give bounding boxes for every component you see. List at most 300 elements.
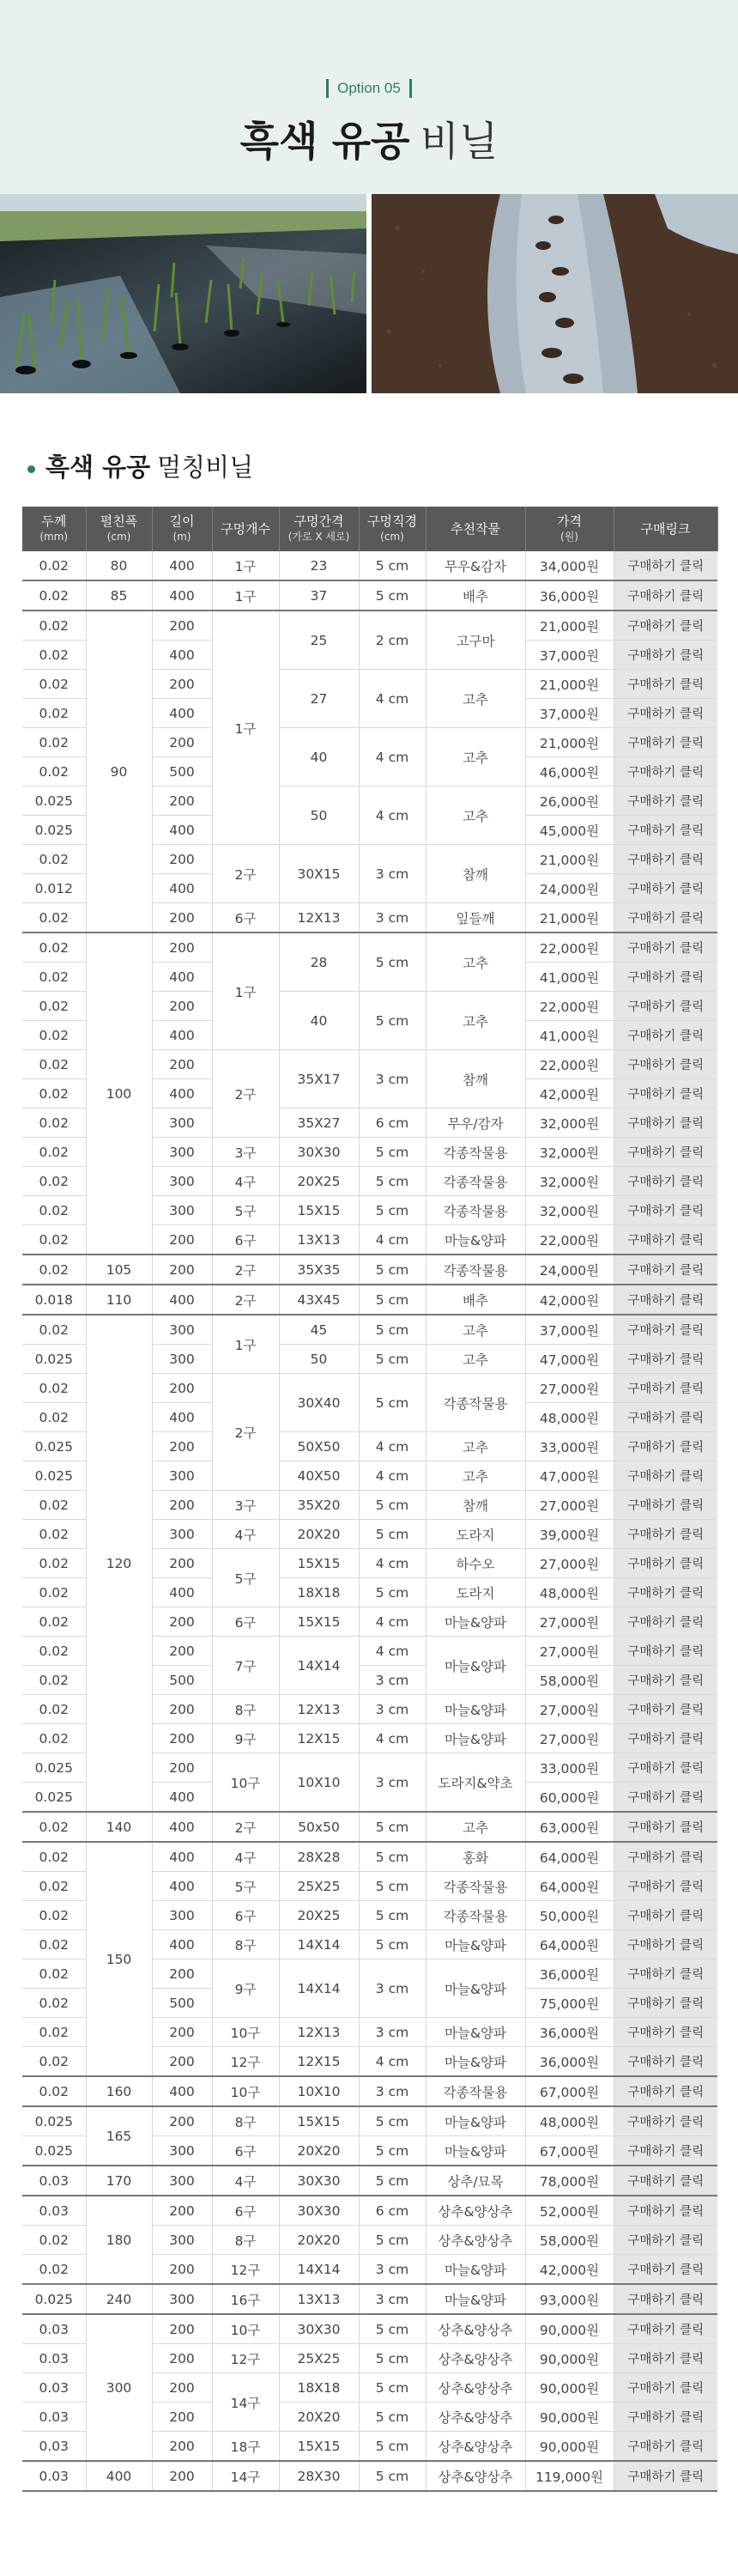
table-row: [22, 580, 717, 611]
cell-hole-count: 14구: [212, 2373, 279, 2432]
cell-hole-count: 6구: [212, 1607, 279, 1637]
cell-thickness: 0.02: [22, 1989, 86, 2018]
cell-crop: 각종작물용: [426, 1872, 525, 1901]
cell-hole-spacing: 30X30: [279, 1138, 359, 1167]
cell-hole-diameter: 5 cm: [359, 1842, 426, 1872]
bullet-dot: [27, 465, 35, 473]
cell-hole-diameter: 5 cm: [359, 1520, 426, 1549]
cell-price: 21,000원: [525, 845, 614, 874]
cell-length: 200: [152, 1724, 212, 1753]
cell-length: 300: [152, 1138, 212, 1167]
cell-hole-count: 12구: [212, 2255, 279, 2285]
cell-buy-link[interactable]: 구매하기 클릭: [614, 1138, 717, 1167]
cell-thickness: 0.02: [22, 1315, 86, 1345]
cell-thickness: 0.02: [22, 1520, 86, 1549]
cell-length: 300: [152, 2136, 212, 2166]
cell-price: 42,000원: [525, 1079, 614, 1109]
cell-length: 400: [152, 1930, 212, 1959]
cell-buy-link[interactable]: 구매하기 클릭: [614, 1989, 717, 2018]
cell-length: 200: [152, 1374, 212, 1403]
cell-buy-link[interactable]: 구매하기 클릭: [614, 670, 717, 699]
cell-width: 80: [86, 551, 152, 580]
cell-buy-link[interactable]: 구매하기 클릭: [614, 1255, 717, 1285]
cell-thickness: 0.02: [22, 1403, 86, 1432]
cell-thickness: 0.025: [22, 1345, 86, 1374]
cell-buy-link[interactable]: 구매하기 클릭: [614, 2255, 717, 2285]
cell-buy-link[interactable]: 구매하기 클릭: [614, 2344, 717, 2373]
cell-hole-diameter: 3 cm: [359, 2076, 426, 2106]
cell-hole-diameter: 5 cm: [359, 2226, 426, 2255]
cell-buy-link[interactable]: 구매하기 클릭: [614, 1196, 717, 1225]
cell-hole-spacing: 14X14: [279, 2255, 359, 2285]
cell-thickness: 0.02: [22, 1666, 86, 1695]
cell-buy-link[interactable]: 구매하기 클릭: [614, 551, 717, 580]
cell-length: 400: [152, 1403, 212, 1432]
cell-hole-spacing: 12X15: [279, 1724, 359, 1753]
cell-thickness: 0.02: [22, 1196, 86, 1225]
cell-hole-spacing: 35X17: [279, 1050, 359, 1109]
cell-crop: 고추: [426, 1315, 525, 1345]
cell-crop: 상추&양상추: [426, 2403, 525, 2432]
cell-length: 200: [152, 1432, 212, 1461]
cell-buy-link[interactable]: 구매하기 클릭: [614, 1225, 717, 1255]
table-row: [22, 1315, 717, 1345]
cell-hole-count: 10구: [212, 2018, 279, 2047]
cell-price: 42,000원: [525, 1285, 614, 1315]
cell-width: 90: [86, 611, 152, 933]
cell-buy-link[interactable]: 구매하기 클릭: [614, 1959, 717, 1989]
cell-hole-spacing: 14X14: [279, 1637, 359, 1695]
cell-hole-spacing: 50x50: [279, 1812, 359, 1842]
cell-buy-link[interactable]: 구매하기 클릭: [614, 1901, 717, 1930]
cell-buy-link[interactable]: 구매하기 클릭: [614, 1050, 717, 1079]
cell-hole-spacing: 20X20: [279, 2403, 359, 2432]
cell-price: 90,000원: [525, 2344, 614, 2373]
cell-price: 78,000원: [525, 2166, 614, 2196]
cell-length: 300: [152, 2226, 212, 2255]
cell-hole-diameter: 5 cm: [359, 2106, 426, 2136]
cell-crop: 각종작물용: [426, 1196, 525, 1225]
cell-buy-link[interactable]: 구매하기 클릭: [614, 1021, 717, 1050]
cell-hole-diameter: 5 cm: [359, 1930, 426, 1959]
cell-price: 36,000원: [525, 1959, 614, 1989]
page-title: [0, 110, 738, 167]
cell-buy-link[interactable]: 구매하기 클릭: [614, 2047, 717, 2077]
cell-hole-diameter: 5 cm: [359, 2432, 426, 2462]
cell-hole-count: 3구: [212, 1138, 279, 1167]
cell-buy-link[interactable]: 구매하기 클릭: [614, 2076, 717, 2106]
cell-price: 63,000원: [525, 1812, 614, 1842]
cell-hole-diameter: 5 cm: [359, 1138, 426, 1167]
cell-crop: 마늘&양파: [426, 2018, 525, 2047]
cell-buy-link[interactable]: 구매하기 클릭: [614, 1872, 717, 1901]
cell-hole-diameter: 3 cm: [359, 2018, 426, 2047]
cell-buy-link[interactable]: 구매하기 클릭: [614, 1345, 717, 1374]
cell-hole-diameter: 3 cm: [359, 1753, 426, 1813]
cell-hole-spacing: 28X30: [279, 2461, 359, 2491]
cell-buy-link[interactable]: 구매하기 클릭: [614, 1783, 717, 1813]
cell-price: 46,000원: [525, 757, 614, 787]
cell-length: 200: [152, 2461, 212, 2491]
cell-price: 22,000원: [525, 1050, 614, 1079]
cell-buy-link[interactable]: 구매하기 클릭: [614, 728, 717, 757]
cell-hole-spacing: 12X15: [279, 2047, 359, 2077]
cell-hole-diameter: 5 cm: [359, 1812, 426, 1842]
cell-length: 200: [152, 845, 212, 874]
cell-price: 32,000원: [525, 1167, 614, 1196]
cell-buy-link[interactable]: 구매하기 클릭: [614, 1637, 717, 1666]
cell-thickness: 0.02: [22, 551, 86, 580]
table-row: [22, 2076, 717, 2106]
cell-price: 32,000원: [525, 1109, 614, 1138]
cell-length: 300: [152, 1520, 212, 1549]
cell-thickness: 0.02: [22, 580, 86, 611]
cell-price: 32,000원: [525, 1196, 614, 1225]
cell-price: 37,000원: [525, 699, 614, 728]
cell-buy-link[interactable]: 구매하기 클릭: [614, 1666, 717, 1695]
cell-thickness: 0.02: [22, 933, 86, 963]
cell-thickness: 0.02: [22, 670, 86, 699]
cell-hole-spacing: 28: [279, 933, 359, 992]
cell-buy-link[interactable]: 구매하기 클릭: [614, 1549, 717, 1578]
cell-length: 200: [152, 1695, 212, 1724]
cell-length: 200: [152, 1255, 212, 1285]
cell-buy-link[interactable]: 구매하기 클릭: [614, 992, 717, 1021]
cell-buy-link[interactable]: 구매하기 클릭: [614, 2136, 717, 2166]
cell-thickness: 0.025: [22, 1461, 86, 1491]
cell-price: 22,000원: [525, 933, 614, 963]
cell-hole-spacing: 40: [279, 728, 359, 787]
cell-buy-link[interactable]: 구매하기 클릭: [614, 2226, 717, 2255]
cell-hole-count: 7구: [212, 1637, 279, 1695]
cell-price: 90,000원: [525, 2373, 614, 2403]
cell-buy-link[interactable]: 구매하기 클릭: [614, 580, 717, 611]
cell-hole-spacing: 20X20: [279, 1520, 359, 1549]
cell-hole-count: 6구: [212, 2196, 279, 2226]
cell-thickness: 0.02: [22, 2226, 86, 2255]
cell-length: 400: [152, 641, 212, 670]
cell-hole-count: 2구: [212, 1255, 279, 1285]
cell-crop: 고추: [426, 670, 525, 728]
table-row: [22, 1812, 717, 1842]
cell-thickness: 0.02: [22, 728, 86, 757]
cell-buy-link[interactable]: 구매하기 클릭: [614, 963, 717, 992]
cell-thickness: 0.025: [22, 816, 86, 845]
cell-length: 200: [152, 2047, 212, 2077]
cell-length: 300: [152, 1901, 212, 1930]
cell-buy-link[interactable]: 구매하기 클릭: [614, 1403, 717, 1432]
cell-length: 500: [152, 1666, 212, 1695]
cell-hole-diameter: 5 cm: [359, 1196, 426, 1225]
cell-thickness: 0.02: [22, 1374, 86, 1403]
cell-hole-count: 6구: [212, 2136, 279, 2166]
cell-hole-diameter: 5 cm: [359, 1491, 426, 1520]
cell-hole-diameter: 3 cm: [359, 1959, 426, 2018]
cell-buy-link[interactable]: 구매하기 클릭: [614, 2314, 717, 2344]
cell-buy-link[interactable]: 구매하기 클릭: [614, 611, 717, 641]
cell-buy-link[interactable]: 구매하기 클릭: [614, 874, 717, 903]
cell-buy-link[interactable]: 구매하기 클릭: [614, 1432, 717, 1461]
cell-thickness: 0.03: [22, 2196, 86, 2226]
cell-length: 200: [152, 1753, 212, 1783]
cell-buy-link[interactable]: 구매하기 클릭: [614, 845, 717, 874]
cell-thickness: 0.02: [22, 1138, 86, 1167]
cell-length: 400: [152, 1812, 212, 1842]
cell-price: 47,000원: [525, 1461, 614, 1491]
cell-crop: 배추: [426, 1285, 525, 1315]
cell-crop: 고구마: [426, 611, 525, 670]
cell-crop: 고추: [426, 992, 525, 1050]
cell-buy-link[interactable]: 구매하기 클릭: [614, 1842, 717, 1872]
cell-buy-link[interactable]: 구매하기 클릭: [614, 787, 717, 816]
cell-crop: 마늘&양파: [426, 1607, 525, 1637]
cell-buy-link[interactable]: 구매하기 클릭: [614, 816, 717, 845]
cell-hole-count: 2구: [212, 1050, 279, 1138]
header-hole-spacing: 구멍간격 (가로 X 세로): [279, 507, 359, 551]
cell-crop: 고추: [426, 1812, 525, 1842]
cell-hole-diameter: 6 cm: [359, 2196, 426, 2226]
cell-thickness: 0.02: [22, 1724, 86, 1753]
cell-length: 200: [152, 670, 212, 699]
cell-hole-diameter: 5 cm: [359, 2373, 426, 2403]
cell-thickness: 0.03: [22, 2403, 86, 2432]
cell-buy-link[interactable]: 구매하기 클릭: [614, 1315, 717, 1345]
cell-buy-link[interactable]: 구매하기 클릭: [614, 1607, 717, 1637]
header-price: 가격 (원): [525, 507, 614, 551]
cell-length: 300: [152, 2284, 212, 2314]
cell-crop: 각종작물용: [426, 1138, 525, 1167]
cell-price: 37,000원: [525, 641, 614, 670]
cell-crop: 무우/감자: [426, 1109, 525, 1138]
cell-price: 52,000원: [525, 2196, 614, 2226]
cell-buy-link[interactable]: 구매하기 클릭: [614, 699, 717, 728]
cell-price: 27,000원: [525, 1607, 614, 1637]
cell-price: 21,000원: [525, 728, 614, 757]
cell-buy-link[interactable]: 구매하기 클릭: [614, 2461, 717, 2491]
cell-length: 400: [152, 874, 212, 903]
cell-hole-spacing: 40X50: [279, 1461, 359, 1491]
cell-hole-spacing: 45: [279, 1315, 359, 1345]
cell-thickness: 0.03: [22, 2461, 86, 2491]
cell-buy-link[interactable]: 구매하기 클릭: [614, 641, 717, 670]
cell-buy-link[interactable]: 구매하기 클릭: [614, 903, 717, 933]
cell-thickness: 0.025: [22, 1783, 86, 1813]
section-title-bold: 흑색 유공: [45, 453, 151, 482]
cell-hole-diameter: 5 cm: [359, 2314, 426, 2344]
cell-buy-link[interactable]: 구매하기 클릭: [614, 2018, 717, 2047]
cell-price: 34,000원: [525, 551, 614, 580]
cell-hole-count: 9구: [212, 1724, 279, 1753]
cell-hole-spacing: 30X40: [279, 1374, 359, 1432]
cell-length: 300: [152, 1315, 212, 1345]
cell-price: 90,000원: [525, 2432, 614, 2462]
cell-price: 58,000원: [525, 1666, 614, 1695]
table-row: [22, 2196, 717, 2226]
cell-length: 200: [152, 611, 212, 641]
cell-length: 200: [152, 2106, 212, 2136]
cell-price: 33,000원: [525, 1753, 614, 1783]
cell-buy-link[interactable]: 구매하기 클릭: [614, 2403, 717, 2432]
cell-thickness: 0.02: [22, 992, 86, 1021]
cell-price: 39,000원: [525, 1520, 614, 1549]
cell-buy-link[interactable]: 구매하기 클릭: [614, 1753, 717, 1783]
cell-crop: 마늘&양파: [426, 1959, 525, 2018]
cell-crop: 각종작물용: [426, 1167, 525, 1196]
cell-hole-count: 2구: [212, 1812, 279, 1842]
cell-buy-link[interactable]: 구매하기 클릭: [614, 757, 717, 787]
section-title-light: 멀칭비닐: [157, 453, 254, 482]
cell-crop: 상추&양상추: [426, 2344, 525, 2373]
cell-thickness: 0.02: [22, 1549, 86, 1578]
cell-crop: 마늘&양파: [426, 2106, 525, 2136]
cell-length: 200: [152, 1050, 212, 1079]
cell-thickness: 0.02: [22, 1930, 86, 1959]
cell-thickness: 0.02: [22, 1225, 86, 1255]
cell-thickness: 0.02: [22, 1491, 86, 1520]
cell-buy-link[interactable]: 구매하기 클릭: [614, 1695, 717, 1724]
cell-buy-link[interactable]: 구매하기 클릭: [614, 1461, 717, 1491]
cell-width: 100: [86, 933, 152, 1255]
cell-hole-diameter: 5 cm: [359, 1578, 426, 1607]
cell-buy-link[interactable]: 구매하기 클릭: [614, 1109, 717, 1138]
cell-buy-link[interactable]: 구매하기 클릭: [614, 2284, 717, 2314]
cell-length: 400: [152, 2076, 212, 2106]
cell-hole-spacing: 35X27: [279, 1109, 359, 1138]
cell-hole-count: 1구: [212, 933, 279, 1050]
cell-price: 26,000원: [525, 787, 614, 816]
cell-hole-count: 10구: [212, 2314, 279, 2344]
cell-length: 200: [152, 2432, 212, 2462]
cell-price: 27,000원: [525, 1374, 614, 1403]
cell-price: 58,000원: [525, 2226, 614, 2255]
cell-hole-spacing: 27: [279, 670, 359, 728]
cell-buy-link[interactable]: 구매하기 클릭: [614, 2166, 717, 2196]
right-divider: [409, 79, 412, 98]
cell-buy-link[interactable]: 구매하기 클릭: [614, 1491, 717, 1520]
cell-hole-diameter: 5 cm: [359, 992, 426, 1050]
cell-price: 36,000원: [525, 2047, 614, 2077]
cell-length: 200: [152, 1637, 212, 1666]
cell-length: 200: [152, 2255, 212, 2285]
table-row: [22, 2166, 717, 2196]
cell-hole-count: 4구: [212, 1520, 279, 1549]
cell-length: 400: [152, 1578, 212, 1607]
cell-thickness: 0.02: [22, 611, 86, 641]
cell-price: 33,000원: [525, 1432, 614, 1461]
cell-price: 24,000원: [525, 1255, 614, 1285]
cell-hole-diameter: 4 cm: [359, 1461, 426, 1491]
cell-length: 200: [152, 1225, 212, 1255]
cell-thickness: 0.018: [22, 1285, 86, 1315]
cell-thickness: 0.02: [22, 1578, 86, 1607]
table-row: [22, 1255, 717, 1285]
cell-hole-spacing: 40: [279, 992, 359, 1050]
cell-crop: 마늘&양파: [426, 1225, 525, 1255]
cell-hole-spacing: 37: [279, 580, 359, 611]
cell-thickness: 0.03: [22, 2166, 86, 2196]
cell-hole-diameter: 2 cm: [359, 611, 426, 670]
cell-price: 36,000원: [525, 580, 614, 611]
cell-buy-link[interactable]: 구매하기 클릭: [614, 1930, 717, 1959]
table-row: [22, 2314, 717, 2344]
cell-buy-link[interactable]: 구매하기 클릭: [614, 1812, 717, 1842]
cell-thickness: 0.025: [22, 1432, 86, 1461]
cell-buy-link[interactable]: 구매하기 클릭: [614, 2106, 717, 2136]
cell-crop: 고추: [426, 728, 525, 787]
cell-buy-link[interactable]: 구매하기 클릭: [614, 933, 717, 963]
cell-length: 500: [152, 1989, 212, 2018]
cell-thickness: 0.02: [22, 1872, 86, 1901]
cell-hole-spacing: 12X13: [279, 903, 359, 933]
cell-buy-link[interactable]: 구매하기 클릭: [614, 2196, 717, 2226]
cell-buy-link[interactable]: 구매하기 클릭: [614, 1285, 717, 1315]
cell-length: 400: [152, 699, 212, 728]
cell-width: 180: [86, 2196, 152, 2284]
cell-hole-spacing: 12X13: [279, 2018, 359, 2047]
cell-price: 24,000원: [525, 874, 614, 903]
cell-buy-link[interactable]: 구매하기 클릭: [614, 1167, 717, 1196]
cell-thickness: 0.02: [22, 2255, 86, 2285]
cell-length: 400: [152, 580, 212, 611]
cell-hole-spacing: 13X13: [279, 1225, 359, 1255]
cell-thickness: 0.03: [22, 2373, 86, 2403]
header-crop: 추천작물: [426, 507, 525, 551]
cell-crop: 마늘&양파: [426, 2255, 525, 2285]
cell-length: 300: [152, 1196, 212, 1225]
cell-hole-diameter: 5 cm: [359, 933, 426, 992]
cell-hole-spacing: 20X20: [279, 2136, 359, 2166]
cell-thickness: 0.02: [22, 1167, 86, 1196]
cell-thickness: 0.02: [22, 641, 86, 670]
cell-buy-link[interactable]: 구매하기 클릭: [614, 2373, 717, 2403]
cell-buy-link[interactable]: 구매하기 클릭: [614, 1724, 717, 1753]
cell-length: 400: [152, 1842, 212, 1872]
header-width: 펼친폭 (cm): [86, 507, 152, 551]
cell-hole-diameter: 5 cm: [359, 1255, 426, 1285]
cell-hole-spacing: 15X15: [279, 2432, 359, 2462]
cell-hole-count: 8구: [212, 2226, 279, 2255]
cell-buy-link[interactable]: 구매하기 클릭: [614, 1578, 717, 1607]
cell-buy-link[interactable]: 구매하기 클릭: [614, 1520, 717, 1549]
cell-thickness: 0.02: [22, 2047, 86, 2077]
cell-thickness: 0.025: [22, 2284, 86, 2314]
cell-length: 200: [152, 2403, 212, 2432]
cell-buy-link[interactable]: 구매하기 클릭: [614, 2432, 717, 2462]
cell-width: 400: [86, 2461, 152, 2491]
cell-hole-diameter: 4 cm: [359, 1225, 426, 1255]
cell-length: 400: [152, 1783, 212, 1813]
cell-thickness: 0.02: [22, 963, 86, 992]
cell-hole-diameter: 3 cm: [359, 2284, 426, 2314]
cell-width: 140: [86, 1812, 152, 1842]
header-length: 길이 (m): [152, 507, 212, 551]
cell-buy-link[interactable]: 구매하기 클릭: [614, 1079, 717, 1109]
cell-length: 200: [152, 728, 212, 757]
cell-thickness: 0.02: [22, 1637, 86, 1666]
cell-crop: 도라지: [426, 1578, 525, 1607]
cell-crop: 마늘&양파: [426, 1637, 525, 1695]
cell-length: 200: [152, 787, 212, 816]
cell-hole-diameter: 5 cm: [359, 551, 426, 580]
cell-price: 90,000원: [525, 2403, 614, 2432]
cell-crop: 고추: [426, 787, 525, 845]
cell-length: 300: [152, 1109, 212, 1138]
cell-width: 150: [86, 1842, 152, 2076]
cell-crop: 마늘&양파: [426, 2136, 525, 2166]
cell-hole-diameter: 4 cm: [359, 1432, 426, 1461]
cell-buy-link[interactable]: 구매하기 클릭: [614, 1374, 717, 1403]
cell-hole-diameter: 4 cm: [359, 1607, 426, 1637]
